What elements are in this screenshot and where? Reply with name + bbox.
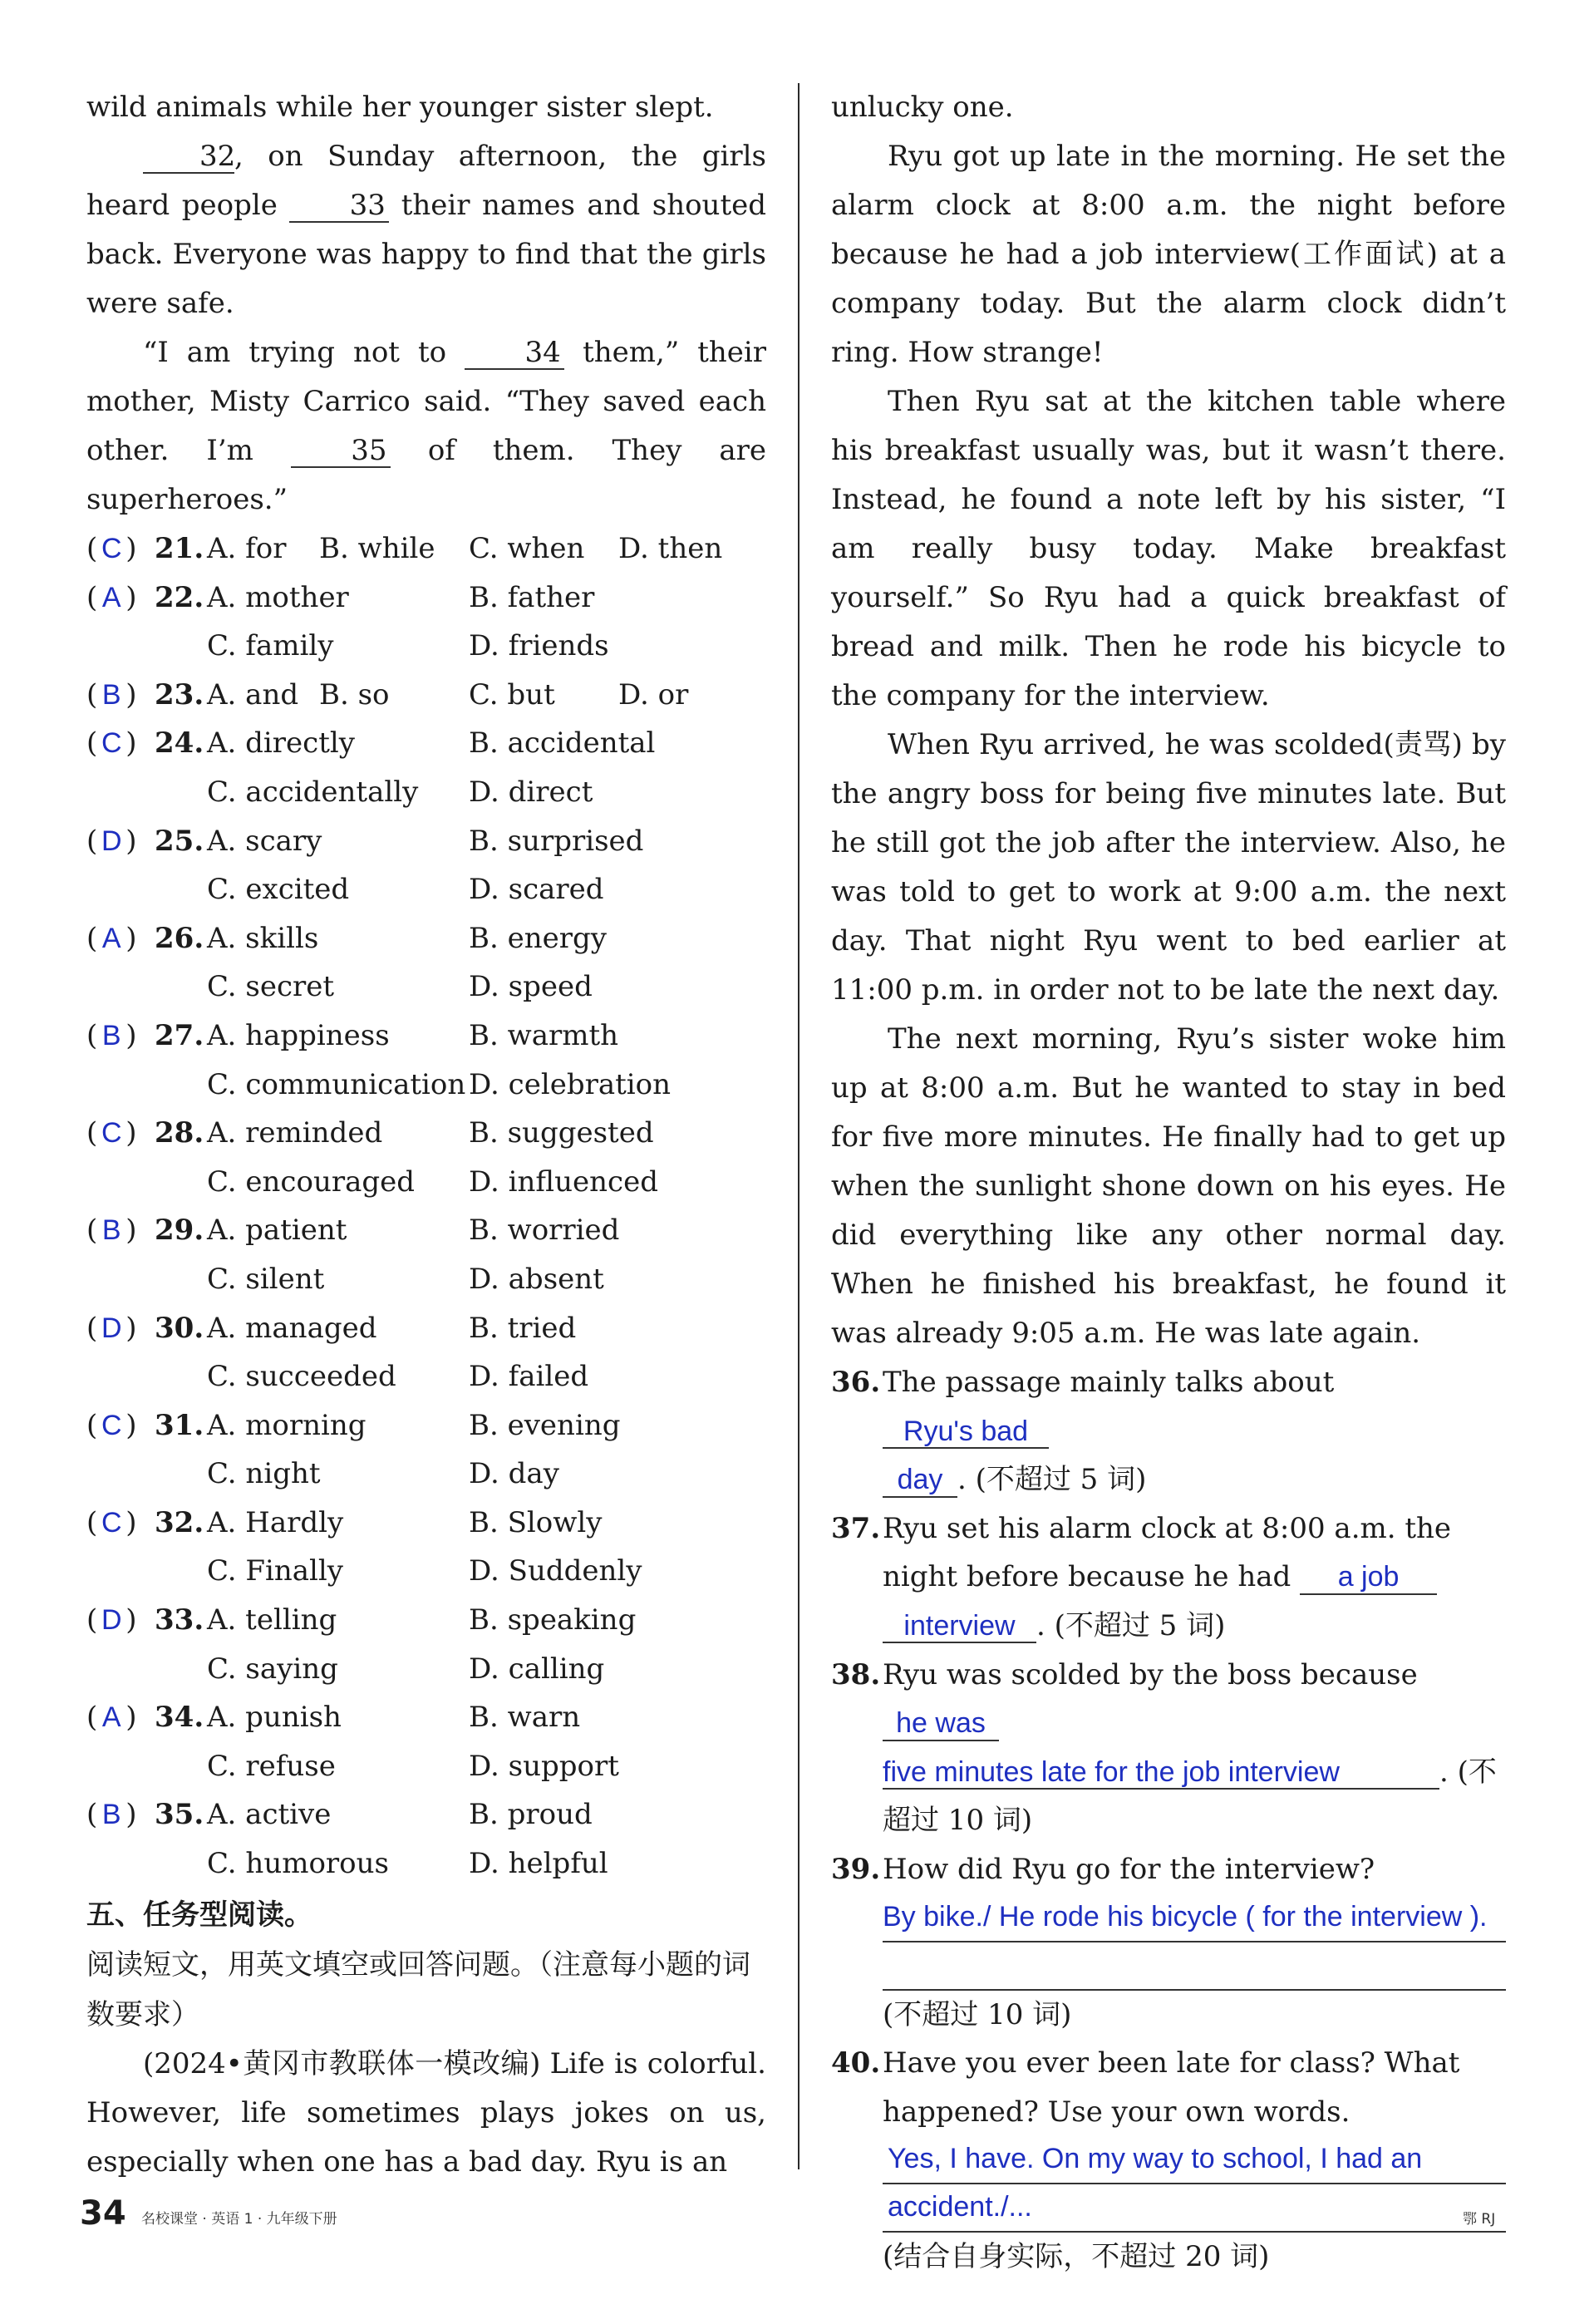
chosen-answer: A (101, 1701, 121, 1734)
option-d: D. failed (469, 1360, 589, 1394)
option-d: D. scared (469, 873, 604, 907)
answer-38-part1[interactable]: he was (883, 1708, 999, 1741)
option-c: C. silent (207, 1262, 325, 1296)
mcq-row-continued (86, 1255, 766, 1304)
word-limit: . (不超过 5 词) (1036, 1608, 1226, 1642)
question-number: 28. (155, 1116, 204, 1150)
option-b: B. worried (469, 1214, 620, 1248)
mcq-row (86, 1109, 766, 1158)
answer-40-line2[interactable]: accident./... (883, 2184, 1506, 2233)
option-a: A. reminded (207, 1116, 383, 1150)
option-c: C. secret (207, 970, 335, 1004)
passage-text: of them. They are superheroes.” (86, 434, 766, 516)
question-number: 21. (155, 532, 204, 565)
chosen-answer: D (101, 1604, 122, 1637)
book-title: 名校课堂 · 英语 1 · 九年级下册 (141, 2211, 337, 2228)
question-39 (831, 1845, 1506, 2039)
option-c: C. night (207, 1457, 321, 1491)
option-b: B. tried (469, 1311, 577, 1345)
mcq-row (86, 719, 766, 768)
option-a: A. morning (207, 1408, 367, 1442)
chosen-answer: A (101, 922, 121, 954)
option-d: D. speed (469, 970, 593, 1004)
answer-36-part1[interactable]: Ryu's bad (883, 1416, 1049, 1449)
option-b: B. while (319, 532, 435, 565)
option-a: A. telling (207, 1603, 337, 1637)
question-number: 38. (831, 1657, 881, 1691)
mcq-row (86, 1012, 766, 1061)
option-a: A. mother (207, 580, 349, 614)
mcq-row (86, 817, 766, 866)
question-text: Ryu set his alarm clock at 8:00 a.m. the night before because he had (883, 1511, 1452, 1594)
mcq-row (86, 574, 766, 623)
option-d: D. helpful (469, 1847, 608, 1881)
question-text: Ryu was scolded by the boss because (883, 1657, 1418, 1691)
answer-40-line1[interactable]: Yes, I have. On my way to school, I had an (883, 2136, 1506, 2184)
question-number: 22. (155, 580, 204, 614)
option-c: C. Finally (207, 1554, 344, 1588)
passage-paragraph: Then Ryu sat at the kitchen table where his breakfast usually was, but it wasn’t there. Instead, he found a note left by his sister, “I am really busy today. Make breakfast yourself.” So Ryu had a quick breakfast of bread and milk. Then he rode his bicycle to the company for the interview. (831, 385, 1506, 712)
passage-text: , on Sunday afternoon, the girls heard people (86, 140, 766, 222)
option-c: C. but (469, 677, 555, 711)
question-number: 35. (155, 1798, 204, 1832)
mcq-row-continued (86, 865, 766, 914)
question-number: 31. (155, 1408, 204, 1442)
word-limit: (不超过 10 词) (883, 1997, 1072, 2031)
mcq-row (86, 524, 766, 574)
mcq-row-continued (86, 1645, 766, 1694)
chosen-answer: C (101, 1409, 122, 1441)
question-number: 27. (155, 1018, 204, 1052)
option-b: B. evening (469, 1408, 621, 1442)
question-number: 33. (155, 1603, 204, 1637)
option-c: C. communication (207, 1067, 466, 1101)
passage-paragraph: When Ryu arrived, he was scolded(责骂) by the angry boss for being five minutes late. But he still got the job after the interview. Also, he was told to get to work at 9:00 a.m. the next day. That night Ryu went to bed earlier at 11:00 p.m. in order not to be late the next day. (831, 728, 1506, 1007)
blank-34: 34 (465, 337, 564, 370)
mcq-row-continued (86, 1352, 766, 1401)
chosen-answer: B (101, 1214, 121, 1247)
chosen-answer: D (101, 1312, 122, 1344)
option-c: C. family (207, 629, 334, 663)
answer-bracket[interactable]: ( C ) (86, 1109, 137, 1158)
option-b: B. proud (469, 1798, 593, 1832)
blank-35: 35 (291, 436, 391, 468)
answer-bracket[interactable]: ( A ) (86, 914, 137, 963)
mcq-row-continued (86, 768, 766, 817)
page-number: 34 (80, 2194, 126, 2233)
question-number: 32. (155, 1505, 204, 1539)
option-a: A. Hardly (207, 1505, 344, 1539)
option-b: B. father (469, 580, 595, 614)
blank-32: 32 (143, 141, 234, 174)
mcq-row (86, 1499, 766, 1548)
passage-intro: (2024•黄冈市教联体一模改编) Life is colorful. However, life sometimes plays jokes on us, especially when one has a bad day. Ryu is an (86, 2046, 766, 2179)
multiple-choice-list (86, 524, 766, 1888)
answer-39-line2[interactable] (883, 1942, 1506, 1991)
passage-text: their names and shouted back. Everyone was happy to find that the girls were safe. (86, 189, 767, 320)
question-37 (831, 1504, 1506, 1651)
mcq-row-continued (86, 1547, 766, 1596)
option-a: A. punish (207, 1701, 342, 1735)
question-number: 24. (155, 726, 204, 761)
question-text: How did Ryu go for the interview? (883, 1852, 1375, 1886)
answer-bracket[interactable]: ( C ) (86, 719, 137, 768)
option-b: B. so (319, 677, 390, 711)
option-d: D. day (469, 1457, 559, 1491)
question-number: 40. (831, 2046, 881, 2080)
question-40 (831, 2039, 1506, 2282)
passage-paragraph (86, 132, 766, 328)
chosen-answer: D (101, 825, 122, 857)
question-36 (831, 1358, 1506, 1504)
option-c: C. when (469, 532, 585, 565)
option-a: A. and (207, 677, 299, 711)
option-b: B. warmth (469, 1018, 619, 1052)
mcq-row (86, 1790, 766, 1839)
answer-bracket[interactable]: ( D ) (86, 1596, 137, 1645)
mcq-row (86, 1401, 766, 1450)
passage-line: wild animals while her younger sister slept. (86, 91, 714, 124)
option-c: C. encouraged (207, 1164, 416, 1199)
option-d: D. then (618, 532, 723, 565)
option-d: D. celebration (469, 1067, 672, 1101)
left-column (86, 83, 766, 2187)
option-d: D. direct (469, 775, 593, 809)
word-limit: (结合自身实际，不超过 20 词) (883, 2240, 1270, 2274)
option-a: A. for (207, 532, 287, 565)
passage-text: “I am trying not to (143, 336, 447, 369)
option-d: D. influenced (469, 1164, 658, 1199)
passage-paragraph (86, 328, 766, 524)
option-a: A. managed (207, 1311, 377, 1345)
chosen-answer: C (101, 533, 122, 564)
question-number: 29. (155, 1214, 204, 1248)
mcq-row (86, 1596, 766, 1645)
option-c: C. humorous (207, 1847, 389, 1881)
answer-38-part2[interactable]: five minutes late for the job interview (883, 1757, 1439, 1790)
option-c: C. excited (207, 873, 350, 907)
chosen-answer: B (101, 1799, 121, 1831)
question-number: 39. (831, 1852, 881, 1886)
section-title: 五、任务型阅读。 (86, 1898, 312, 1932)
answer-bracket[interactable]: ( B ) (86, 1206, 137, 1255)
answer-bracket[interactable]: ( A ) (86, 574, 137, 623)
question-number: 37. (831, 1511, 881, 1545)
mcq-row-continued (86, 1061, 766, 1110)
chosen-answer: B (101, 1019, 121, 1051)
passage-line: unlucky one. (831, 91, 1014, 124)
answer-bracket[interactable]: ( C ) (86, 1499, 137, 1548)
option-c: C. saying (207, 1652, 338, 1686)
mcq-row-continued (86, 622, 766, 671)
mcq-row (86, 914, 766, 963)
option-d: D. friends (469, 629, 609, 663)
question-text: The passage mainly talks about (883, 1366, 1335, 1399)
answer-39-line1[interactable]: By bike./ He rode his bicycle ( for the interview ). (883, 1894, 1506, 1942)
option-d: D. or (618, 677, 689, 711)
question-number: 34. (155, 1701, 204, 1735)
word-limit: . (不超过 10 词) (883, 1755, 1497, 1838)
option-d: D. support (469, 1749, 619, 1783)
blank-33: 33 (289, 190, 389, 223)
mcq-row-continued (86, 1742, 766, 1791)
section-instruction: 阅读短文，用英文填空或回答问题。（注意每小题的词数要求） (86, 1947, 750, 2031)
answer-37-part2[interactable]: interview (883, 1611, 1036, 1643)
option-a: A. skills (207, 921, 319, 955)
edition-tag: 鄂 RJ (1463, 2211, 1496, 2228)
option-c: C. succeeded (207, 1360, 396, 1394)
chosen-answer: A (101, 581, 121, 613)
answer-bracket[interactable]: ( D ) (86, 817, 137, 866)
answer-bracket[interactable]: ( A ) (86, 1693, 137, 1742)
option-c: C. refuse (207, 1749, 336, 1783)
answer-bracket[interactable]: ( C ) (86, 524, 137, 574)
mcq-row-continued (86, 1158, 766, 1207)
right-column (831, 83, 1506, 2282)
chosen-answer: C (101, 1117, 122, 1150)
mcq-row (86, 1206, 766, 1255)
mcq-row (86, 1304, 766, 1353)
option-c: C. accidentally (207, 775, 419, 809)
option-a: A. active (207, 1798, 332, 1832)
answer-37-part1[interactable]: a job (1300, 1562, 1437, 1594)
mcq-row-continued (86, 963, 766, 1012)
passage-paragraph: The next morning, Ryu’s sister woke him up at 8:00 a.m. But he wanted to stay in bed for five more minutes. He finally had to get up when the sunlight shone down on his eyes. He did everything like any other normal day. When he finished his breakfast, he found it was already 9:05 a.m. He was late again. (831, 1022, 1506, 1350)
option-b: B. surprised (469, 824, 644, 858)
chosen-answer: B (101, 678, 121, 711)
option-d: D. Suddenly (469, 1554, 642, 1588)
word-limit: . (不超过 5 词) (957, 1463, 1147, 1497)
mcq-row (86, 1693, 766, 1742)
passage-text: them,” their mother, Misty Carrico said. “They saved each other. I’m (86, 336, 766, 467)
option-b: B. Slowly (469, 1505, 603, 1539)
chosen-answer: C (101, 727, 122, 760)
question-number: 25. (155, 824, 204, 858)
answer-bracket[interactable]: ( B ) (86, 671, 137, 720)
option-a: A. scary (207, 824, 322, 858)
passage-paragraph: Ryu got up late in the morning. He set the alarm clock at 8:00 a.m. the night before because he had a job interview(工作面试) at a company today. But the alarm clock didn’t ring. How strange! (831, 140, 1506, 369)
option-d: D. absent (469, 1262, 604, 1296)
answer-bracket[interactable]: ( B ) (86, 1012, 137, 1061)
option-b: B. suggested (469, 1116, 654, 1150)
question-38 (831, 1651, 1506, 1845)
option-a: A. patient (207, 1214, 347, 1248)
mcq-row-continued (86, 1450, 766, 1499)
option-b: B. warn (469, 1701, 581, 1735)
option-a: A. happiness (207, 1018, 390, 1052)
question-number: 30. (155, 1311, 204, 1345)
mcq-row-continued (86, 1839, 766, 1888)
column-divider (798, 83, 799, 2169)
option-b: B. energy (469, 921, 607, 955)
answer-bracket[interactable]: ( C ) (86, 1401, 137, 1450)
question-number: 23. (155, 677, 204, 711)
option-d: D. calling (469, 1652, 605, 1686)
option-b: B. speaking (469, 1603, 637, 1637)
answer-36-part2[interactable]: day (883, 1465, 957, 1497)
answer-bracket[interactable]: ( B ) (86, 1790, 137, 1839)
option-a: A. directly (207, 726, 355, 761)
question-number: 36. (831, 1366, 881, 1399)
chosen-answer: C (101, 1506, 122, 1539)
question-text: Have you ever been late for class? What happened? Use your own words. (883, 2046, 1460, 2129)
answer-bracket[interactable]: ( D ) (86, 1304, 137, 1353)
mcq-row (86, 671, 766, 720)
option-b: B. accidental (469, 726, 656, 761)
question-number: 26. (155, 921, 204, 955)
